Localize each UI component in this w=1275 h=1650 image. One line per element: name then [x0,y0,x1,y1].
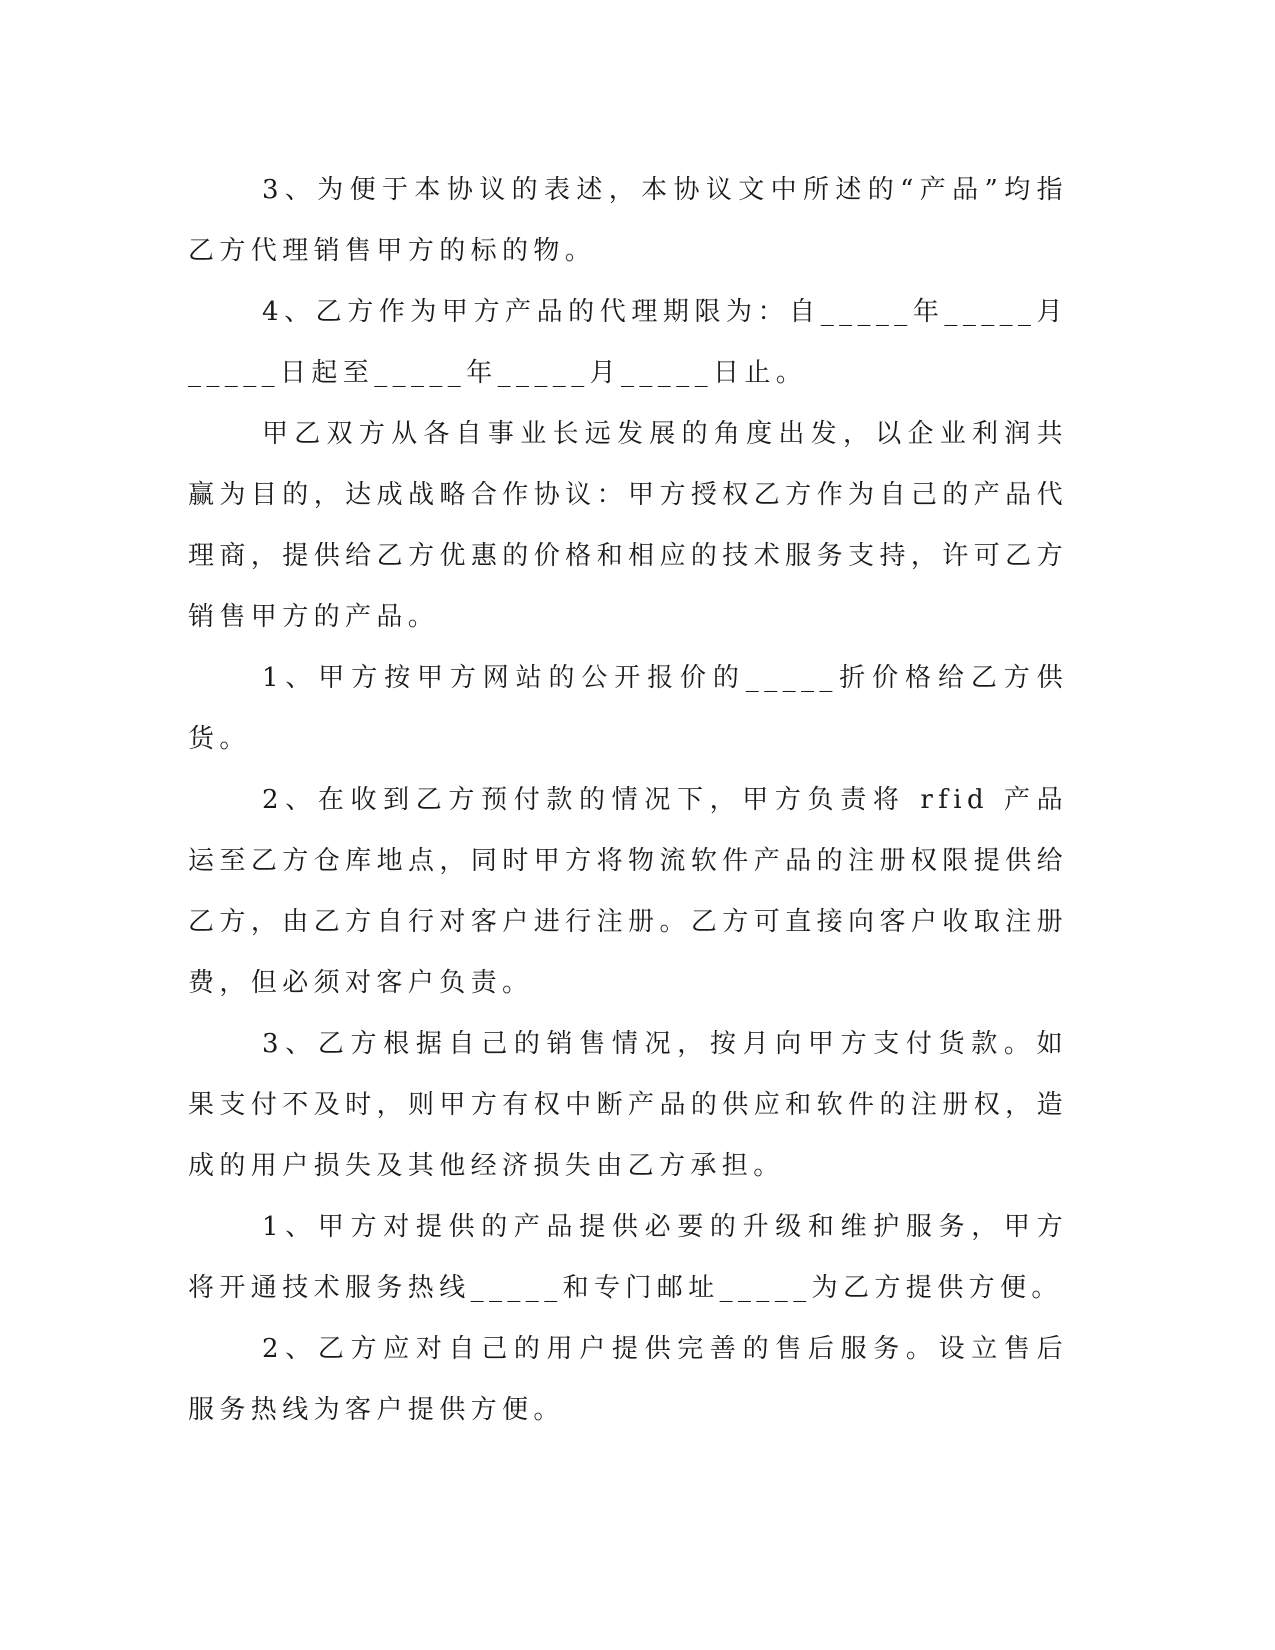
paragraph-payment: 3、乙方根据自己的销售情况，按月向甲方支付货款。如果支付不及时，则甲方有权中断产品的供应和软件的注册权，造成的用户损失及其他经济损失由乙方承担。 [188,1029,1068,1181]
paragraph-maintenance-service: 1、甲方对提供的产品提供必要的升级和维护服务，甲方将开通技术服务热线_____和专门邮址_____为乙方提供方便。 [188,1212,1068,1303]
paragraph-product-definition: 3、为便于本协议的表述，本协议文中所述的“产品”均指乙方代理销售甲方的标的物。 [188,175,1068,266]
paragraph-delivery-registration: 2、在收到乙方预付款的情况下，甲方负责将 rfid 产品运至乙方仓库地点，同时甲方将物流软件产品的注册权限提供给乙方，由乙方自行对客户进行注册。乙方可直接向客户收取注册费，但必须对客户负责。 [188,785,1068,998]
paragraph-cooperation-intro: 甲乙双方从各自事业长远发展的角度出发，以企业利润共赢为目的，达成战略合作协议：甲方授权乙方作为自己的产品代理商，提供给乙方优惠的价格和相应的技术服务支持，许可乙方销售甲方的产品。 [188,419,1068,632]
paragraph-after-sales: 2、乙方应对自己的用户提供完善的售后服务。设立售后服务热线为客户提供方便。 [188,1334,1068,1425]
document-body [188,160,1068,1441]
paragraph-supply-price: 1、甲方按甲方网站的公开报价的_____折价格给乙方供货。 [188,663,1068,754]
paragraph-agency-period: 4、乙方作为甲方产品的代理期限为：自_____年_____月_____日起至_____年_____月_____日止。 [188,297,1068,388]
